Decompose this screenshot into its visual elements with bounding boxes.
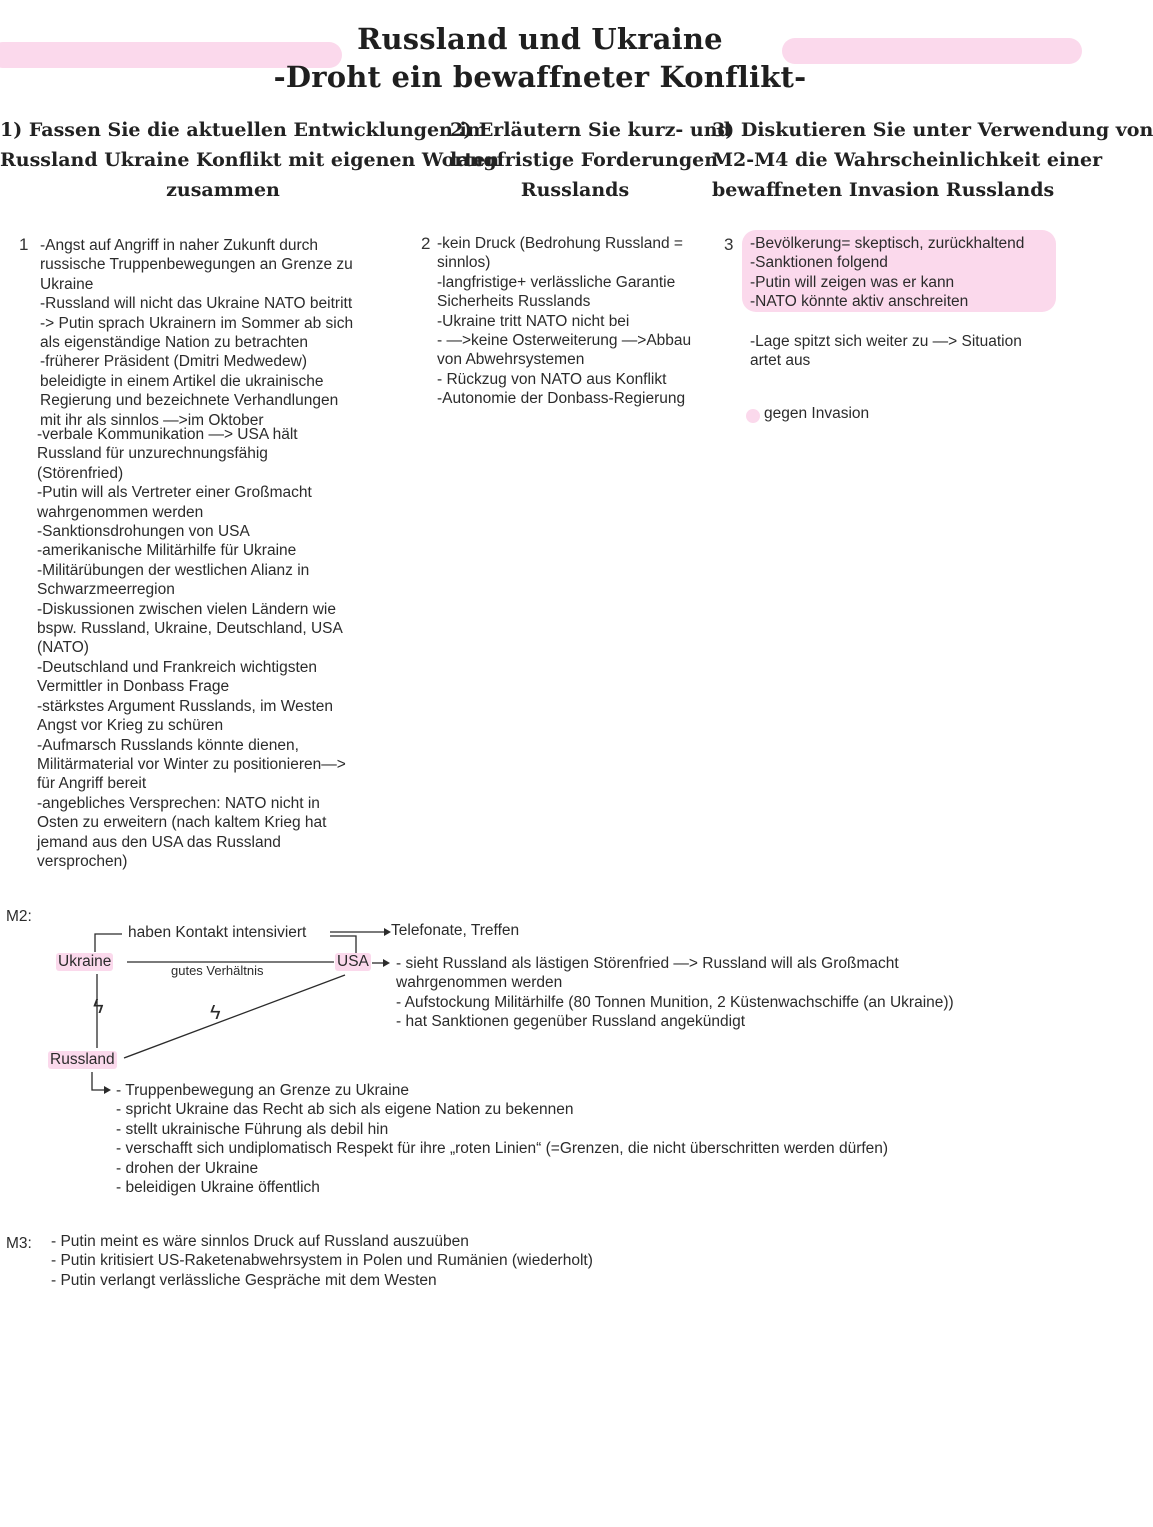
answer-1-line: russische Truppenbewegungen an Grenze zu: [40, 256, 353, 274]
answer-1-line: bspw. Russland, Ukraine, Deutschland, USA: [37, 620, 343, 638]
m2-russia-points: [116, 1081, 888, 1197]
m2-contact-label: haben Kontakt intensiviert: [128, 924, 307, 941]
m2-russia-point: - beleidigen Ukraine öffentlich: [116, 1179, 320, 1197]
answer-1-line: Osten zu erweitern (nach kaltem Krieg hat: [37, 814, 327, 832]
m2-node-russia: Russland: [50, 1051, 115, 1068]
answer-1-line: Militärmaterial vor Winter zu positionieren—>: [37, 755, 346, 773]
answer-1-line: -Diskussionen zwischen vielen Ländern wie: [37, 600, 336, 618]
page-subtitle: -Droht ein bewaffneter Konflikt-: [273, 60, 807, 94]
answer-3-line: artet aus: [750, 352, 811, 370]
answer-3-line: -Sanktionen folgend: [750, 254, 888, 272]
m2-conflict-symbol-ukraine-russia: ϟ: [93, 996, 104, 1018]
answer-3-line: -Putin will zeigen was er kann: [750, 273, 955, 291]
answer-2-line: von Abwehrsystemen: [437, 351, 585, 369]
answer-1-number: 1: [19, 235, 29, 254]
answer-3-line: -Lage spitzt sich weiter zu —> Situation: [750, 333, 1022, 350]
answer-1-line: -Putin will als Vertreter einer Großmacht: [37, 484, 312, 502]
m2-russia-point: - verschafft sich undiplomatisch Respekt für ihre „roten Linien“ (=Grenzen, die nicht überschritten werden dürfen): [116, 1140, 889, 1158]
answer-1-line: -Russland will nicht das Ukraine NATO beitritt: [40, 295, 353, 313]
answer-1-line: -verbale Kommunikation —> USA hält: [37, 426, 298, 443]
answer-1-line: wahrgenommen werden: [37, 503, 204, 521]
answer-1-line: mit ihr als sinnlos —>im Oktober: [40, 411, 264, 429]
task-3-line: M2-M4 die Wahrscheinlichkeit einer: [712, 149, 1103, 171]
answer-1-line: Regierung und bezeichnete Verhandlungen: [40, 392, 339, 410]
answer-2-line: sinnlos): [437, 254, 491, 272]
page-title: Russland und Ukraine: [357, 22, 723, 56]
m2-node-ukraine: Ukraine: [58, 953, 112, 970]
answer-1-line: -stärkstes Argument Russlands, im Westen: [37, 697, 334, 715]
answer-1-line: -Aufmarsch Russlands könnte dienen,: [37, 736, 299, 754]
answer-1-line: (Störenfried): [37, 464, 124, 482]
answer-2-number: 2: [421, 234, 431, 253]
answer-1-line: versprochen): [37, 852, 128, 870]
answer-3-line: -Bevölkerung= skeptisch, zurückhaltend: [750, 235, 1025, 252]
answer-1-line: -Sanktionsdrohungen von USA: [37, 523, 250, 541]
answer-2-line: - Rückzug von NATO aus Konflikt: [437, 370, 667, 388]
answer-2-line: -kein Druck (Bedrohung Russland =: [437, 235, 683, 252]
task-1-line: Russland Ukraine Konflikt mit eigenen Worten: [0, 149, 500, 171]
m3-point: - Putin meint es wäre sinnlos Druck auf Russland auszuüben: [51, 1233, 469, 1250]
m2-usa-point: - hat Sanktionen gegenüber Russland angekündigt: [396, 1013, 746, 1031]
answer-1-line: beleidigte in einem Artikel die ukrainische: [40, 372, 324, 390]
answer-1-line: als eigenständige Nation zu betrachten: [40, 334, 308, 352]
m3-points: [51, 1232, 593, 1290]
answer-1-line: -früherer Präsident (Dmitri Medwedew): [40, 353, 308, 371]
answer-1-line: jemand aus den USA das Russland: [37, 833, 281, 851]
m2-russia-point: - stellt ukrainische Führung als debil hin: [116, 1120, 389, 1138]
answer-1-line: Russland für unzurechnungsfähig: [37, 445, 268, 463]
m2-usa-point: - Aufstockung Militärhilfe (80 Tonnen Munition, 2 Küstenwachschiffe (an Ukraine)): [396, 993, 954, 1011]
m2-usa-points: [396, 954, 954, 1032]
against-invasion-label: gegen Invasion: [764, 405, 870, 422]
answer-1-line: (NATO): [37, 639, 89, 657]
answer-1-line: Angst vor Krieg zu schüren: [37, 717, 224, 735]
m3-label: M3:: [6, 1235, 32, 1252]
answer-1-line: -Deutschland und Frankreich wichtigsten: [37, 658, 317, 676]
task-2-line: langfristige Forderungen: [450, 149, 719, 171]
task-3-line: 3) Diskutieren Sie unter Verwendung von: [712, 119, 1153, 141]
m2-label: M2:: [6, 908, 32, 925]
answer-1-line: für Angriff bereit: [37, 775, 147, 793]
task-2-line: 2) Erläutern Sie kurz- und: [450, 119, 731, 141]
m3-point: - Putin kritisiert US-Raketenabwehrsystem in Polen und Rumänien (wiederholt): [51, 1252, 593, 1270]
answer-3-line: -NATO könnte aktiv anschreiten: [750, 293, 969, 311]
m3-point: - Putin verlangt verlässliche Gespräche mit dem Westen: [51, 1271, 437, 1289]
m2-node-usa: USA: [337, 953, 369, 970]
m2-good-relation-label: gutes Verhältnis: [171, 963, 264, 978]
m2-conflict-symbol-russia-usa: ϟ: [210, 1002, 221, 1024]
answer-2-line: Sicherheits Russlands: [437, 293, 591, 311]
answer-1-line: Ukraine: [40, 275, 94, 293]
answer-1-line: -amerikanische Militärhilfe für Ukraine: [37, 542, 297, 560]
m2-russia-point: - drohen der Ukraine: [116, 1159, 259, 1177]
m2-usa-point: wahrgenommen werden: [396, 974, 563, 992]
answer-3-number: 3: [724, 235, 734, 254]
task-1-line: 1) Fassen Sie die aktuellen Entwicklungen im: [0, 119, 487, 141]
task-1-line: zusammen: [166, 179, 280, 201]
answer-2-line: -Autonomie der Donbass-Regierung: [437, 390, 686, 408]
answer-2-line: -Ukraine tritt NATO nicht bei: [437, 312, 630, 330]
answer-1-line: Vermittler in Donbass Frage: [37, 678, 230, 696]
answer-1-line: Schwarzmeerregion: [37, 581, 175, 599]
answer-1-line: -Militärübungen der westlichen Alianz in: [37, 561, 310, 579]
answer-1-line: -angebliches Versprechen: NATO nicht in: [37, 794, 320, 812]
m2-russia-point: - Truppenbewegung an Grenze zu Ukraine: [116, 1082, 409, 1099]
answer-2-line: -langfristige+ verlässliche Garantie: [437, 273, 676, 291]
task-3-line: bewaffneten Invasion Russlands: [712, 179, 1055, 201]
m2-contact-result: Telefonate, Treffen: [391, 922, 520, 939]
answer-1-line: -> Putin sprach Ukrainern im Sommer ab sich: [40, 314, 354, 332]
answer-2-line: - —>keine Osterweiterung —>Abbau: [437, 332, 692, 350]
m2-russia-point: - spricht Ukraine das Recht ab sich als eigene Nation zu bekennen: [116, 1101, 574, 1119]
m2-usa-point: - sieht Russland als lästigen Störenfried —> Russland will als Großmacht: [396, 955, 899, 972]
task-2-line: Russlands: [520, 179, 630, 201]
answer-1-line: -Angst auf Angriff in naher Zukunft durch: [40, 237, 319, 254]
